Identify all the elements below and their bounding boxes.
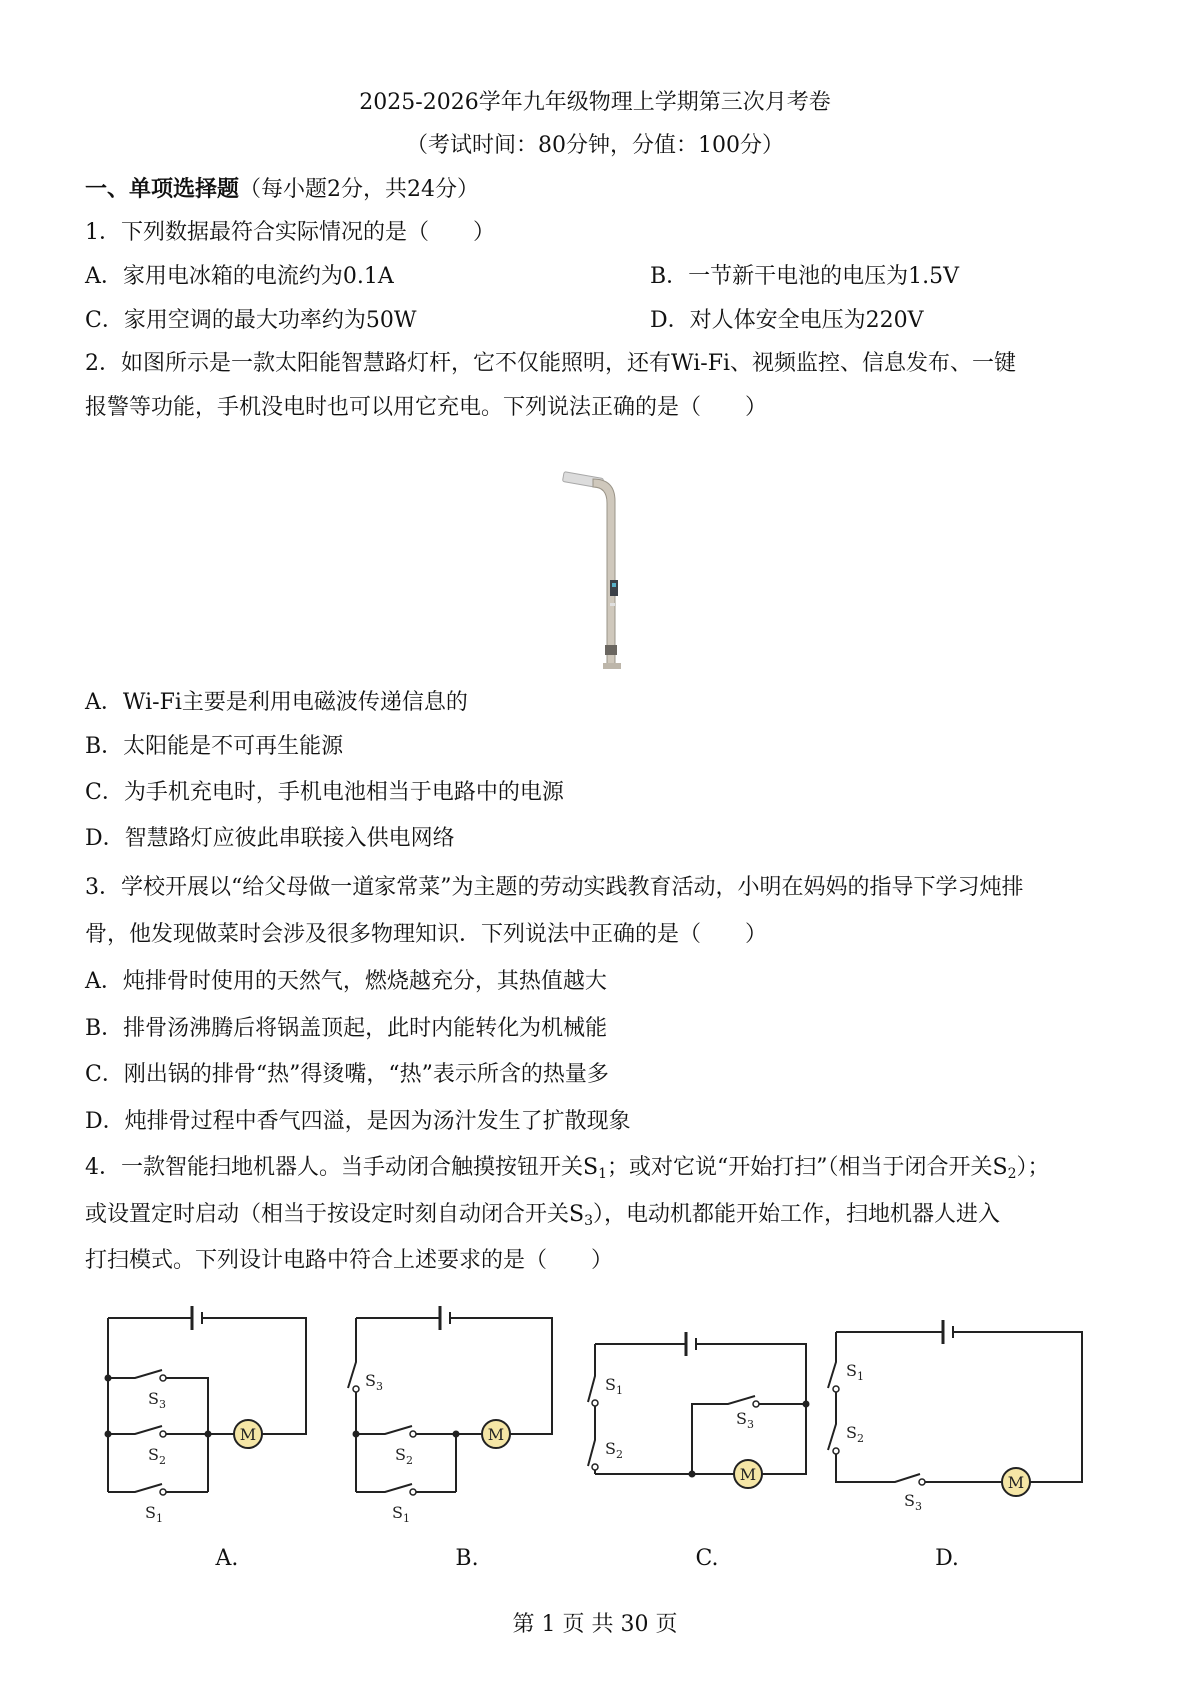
q2-stem-line2: 报警等功能，手机没电时也可以用它充电。下列说法正确的是（ ） <box>85 395 768 420</box>
q4-line1-part2: ；或对它说“开始打扫”（相当于闭合开关S <box>607 1155 1008 1180</box>
circuit-diagrams <box>0 1290 1190 1540</box>
svg-text:S3: $S_3$ <box>904 1491 922 1513</box>
q1-stem: 1．下列数据最符合实际情况的是（ ） <box>85 220 495 245</box>
q1-option-d: D．对人体安全电压为220V <box>650 308 924 333</box>
q3-option-b: B．排骨汤沸腾后将锅盖顶起，此时内能转化为机械能 <box>85 1016 608 1041</box>
motor-c-label: M <box>739 1465 757 1484</box>
svg-text:S1: $S_1$ <box>145 1503 163 1525</box>
q3-option-c: C．刚出锅的排骨“热”得烫嘴，“热”表示所含的热量多 <box>85 1062 609 1087</box>
motor-b-label: M <box>487 1425 505 1444</box>
circuit-c <box>588 1332 806 1488</box>
q4-sub-s2: 2 <box>1007 1166 1017 1182</box>
svg-text:S1: $S_1$ <box>846 1361 864 1383</box>
q1-option-b: B．一节新干电池的电压为1.5V <box>650 264 960 289</box>
figure-label-c: C. <box>695 1546 719 1571</box>
section-heading-text: 一、单项选择题 <box>85 176 240 202</box>
svg-text:S1: $S_1$ <box>605 1375 623 1397</box>
q1-row-2 <box>85 306 924 336</box>
q1-option-c: C．家用空调的最大功率约为50W <box>85 308 417 333</box>
circuit-b <box>348 1306 552 1492</box>
q4-stem-line3: 打扫模式。下列设计电路中符合上述要求的是（ ） <box>85 1248 614 1273</box>
q2-option-b: B．太阳能是不可再生能源 <box>85 734 344 759</box>
street-lamp-image <box>555 465 635 670</box>
svg-text:S2: $S_2$ <box>395 1445 413 1467</box>
motor-a-label: M <box>239 1425 257 1444</box>
svg-text:S2: $S_2$ <box>846 1423 864 1445</box>
q2-option-c: C．为手机充电时，手机电池相当于电路中的电源 <box>85 780 564 805</box>
q4-stem-line1 <box>85 1153 1050 1189</box>
q4-line1-part1: 4．一款智能扫地机器人。当手动闭合触摸按钮开关S <box>85 1155 599 1180</box>
circuit-d <box>828 1320 1082 1496</box>
exam-subtitle: （考试时间：80分钟，分值：100分） <box>406 133 784 158</box>
q3-stem-line1: 3．学校开展以“给父母做一道家常菜”为主题的劳动实践教育活动，小明在妈妈的指导下学习炖排 <box>85 875 1024 900</box>
figure-label-a: A. <box>215 1546 239 1571</box>
q4-line1-part3: ）； <box>1016 1155 1050 1180</box>
exam-title: 2025-2026学年九年级物理上学期第三次月考卷 <box>359 90 831 115</box>
q2-option-d: D．智慧路灯应彼此串联接入供电网络 <box>85 826 455 851</box>
q1-option-a: A．家用电冰箱的电流约为0.1A <box>85 264 394 289</box>
q3-option-d: D．炖排骨过程中香气四溢，是因为汤汁发生了扩散现象 <box>85 1109 631 1134</box>
svg-text:S3: $S_3$ <box>736 1409 754 1431</box>
q2-stem-line1: 2．如图所示是一款太阳能智慧路灯杆，它不仅能照明，还有Wi-Fi、视频监控、信息发布、一键 <box>85 351 1016 376</box>
q3-stem-line2: 骨，他发现做菜时会涉及很多物理知识．下列说法中正确的是（ ） <box>85 922 768 947</box>
q2-option-a: A．Wi-Fi主要是利用电磁波传递信息的 <box>85 690 468 715</box>
circuit-a <box>108 1306 306 1492</box>
q3-option-a: A．炖排骨时使用的天然气，燃烧越充分，其热值越大 <box>85 969 607 994</box>
q4-sub-s1: 1 <box>598 1166 607 1182</box>
svg-text:S2: $S_2$ <box>148 1445 166 1467</box>
q4-sub-s3: 3 <box>584 1213 593 1229</box>
q1-row-1 <box>85 262 960 292</box>
q4-line2-part2: ），电动机都能开始工作，扫地机器人进入 <box>593 1202 1001 1227</box>
svg-text:S3: $S_3$ <box>148 1389 166 1411</box>
q4-line2-part1: 或设置定时启动（相当于按设定时刻自动闭合开关S <box>85 1202 585 1227</box>
page-footer: 第 1 页 共 30 页 <box>512 1612 678 1637</box>
svg-text:S2: $S_2$ <box>605 1439 623 1461</box>
figure-label-d: D. <box>935 1546 959 1571</box>
figure-label-b: B. <box>455 1546 479 1571</box>
section-heading <box>85 174 479 205</box>
svg-text:S3: $S_3$ <box>365 1371 383 1393</box>
section-note: （每小题2分，共24分） <box>239 177 480 202</box>
q4-stem-line2 <box>85 1200 1000 1236</box>
motor-d-label: M <box>1007 1473 1025 1492</box>
svg-text:S1: $S_1$ <box>392 1503 410 1525</box>
